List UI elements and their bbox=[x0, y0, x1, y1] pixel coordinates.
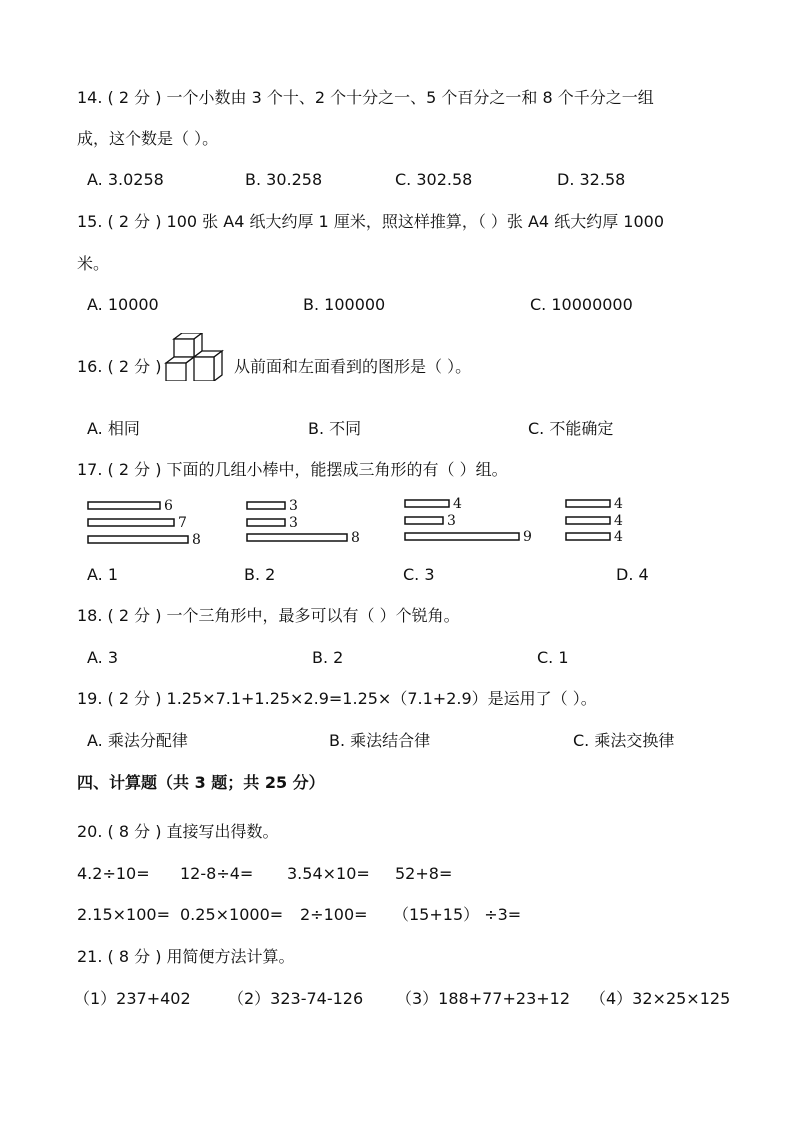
q14-option-d: D. 32.58 bbox=[557, 170, 626, 189]
q19-option-c: C. 乘法交换律 bbox=[573, 731, 675, 750]
q20-item: 2.15×100= bbox=[77, 905, 170, 924]
section-4-title: 四、计算题（共 3 题；共 25 分） bbox=[77, 773, 325, 792]
question-18-text: 18. ( 2 分 ) 一个三角形中，最多可以有（ ）个锐角。 bbox=[77, 606, 460, 625]
stick-group-4 bbox=[564, 496, 644, 548]
stick-label: 3 bbox=[289, 515, 298, 531]
q20-item: 3.54×10= bbox=[287, 864, 370, 883]
q21-item: （4）32×25×125 bbox=[590, 989, 731, 1008]
q20-item: （15+15） ÷3= bbox=[393, 905, 522, 924]
q20-item: 0.25×1000= bbox=[180, 905, 284, 924]
q21-item: （1）237+402 bbox=[74, 989, 191, 1008]
q17-option-c: C. 3 bbox=[403, 565, 435, 584]
q20-item: 4.2÷10= bbox=[77, 864, 150, 883]
question-16-prefix: 16. ( 2 分 ) bbox=[77, 357, 162, 376]
question-21-text: 21. ( 8 分 ) 用简便方法计算。 bbox=[77, 947, 295, 966]
q15-option-b: B. 100000 bbox=[303, 295, 386, 314]
stick-label: 8 bbox=[351, 530, 360, 546]
cube-figure bbox=[160, 333, 232, 381]
stick-label: 4 bbox=[453, 496, 462, 512]
question-14-text-cont: 成，这个数是（ ）。 bbox=[77, 129, 219, 148]
question-17-text: 17. ( 2 分 ) 下面的几组小棒中，能摆成三角形的有（ ）组。 bbox=[77, 460, 508, 479]
stick-label: 8 bbox=[192, 532, 201, 548]
q16-option-c: C. 不能确定 bbox=[528, 419, 614, 438]
question-16-text: 从前面和左面看到的图形是（ ）。 bbox=[234, 357, 472, 376]
stick-label: 6 bbox=[164, 498, 173, 514]
stick-label: 9 bbox=[523, 529, 532, 545]
q19-option-a: A. 乘法分配律 bbox=[87, 731, 188, 750]
question-14-text: 14. ( 2 分 ) 一个小数由 3 个十、2 个十分之一、5 个百分之一和 8 个千分之一组 bbox=[77, 88, 654, 107]
q18-option-c: C. 1 bbox=[537, 648, 569, 667]
q19-option-b: B. 乘法结合律 bbox=[329, 731, 431, 750]
q15-option-c: C. 10000000 bbox=[530, 295, 633, 314]
question-15-text: 15. ( 2 分 ) 100 张 A4 纸大约厚 1 厘米，照这样推算，（ ）张 A4 纸大约厚 1000 bbox=[77, 212, 665, 231]
q20-item: 12-8÷4= bbox=[180, 864, 254, 883]
q21-item: （3）188+77+23+12 bbox=[396, 989, 571, 1008]
q18-option-a: A. 3 bbox=[87, 648, 119, 667]
stick-group-2 bbox=[245, 498, 375, 550]
q14-option-b: B. 30.258 bbox=[245, 170, 323, 189]
q20-item: 52+8= bbox=[395, 864, 453, 883]
q21-item: （2）323-74-126 bbox=[228, 989, 364, 1008]
q16-option-b: B. 不同 bbox=[308, 419, 362, 438]
stick-label: 4 bbox=[614, 529, 623, 545]
stick-label: 4 bbox=[614, 513, 623, 529]
stick-group-1 bbox=[86, 498, 216, 550]
stick-label: 3 bbox=[289, 498, 298, 514]
question-19-text: 19. ( 2 分 ) 1.25×7.1+1.25×2.9=1.25×（7.1+2.9）是运用了（ ）。 bbox=[77, 689, 597, 708]
q14-option-c: C. 302.58 bbox=[395, 170, 473, 189]
q17-option-b: B. 2 bbox=[244, 565, 276, 584]
q18-option-b: B. 2 bbox=[312, 648, 344, 667]
question-15-text-cont: 米。 bbox=[77, 254, 110, 273]
q15-option-a: A. 10000 bbox=[87, 295, 159, 314]
stick-group-3 bbox=[403, 496, 543, 548]
q20-item: 2÷100= bbox=[300, 905, 368, 924]
q17-option-a: A. 1 bbox=[87, 565, 119, 584]
q14-option-a: A. 3.0258 bbox=[87, 170, 164, 189]
question-20-text: 20. ( 8 分 ) 直接写出得数。 bbox=[77, 822, 279, 841]
stick-label: 3 bbox=[447, 513, 456, 529]
q17-option-d: D. 4 bbox=[616, 565, 649, 584]
stick-label: 7 bbox=[178, 515, 187, 531]
stick-label: 4 bbox=[614, 496, 623, 512]
q16-option-a: A. 相同 bbox=[87, 419, 140, 438]
